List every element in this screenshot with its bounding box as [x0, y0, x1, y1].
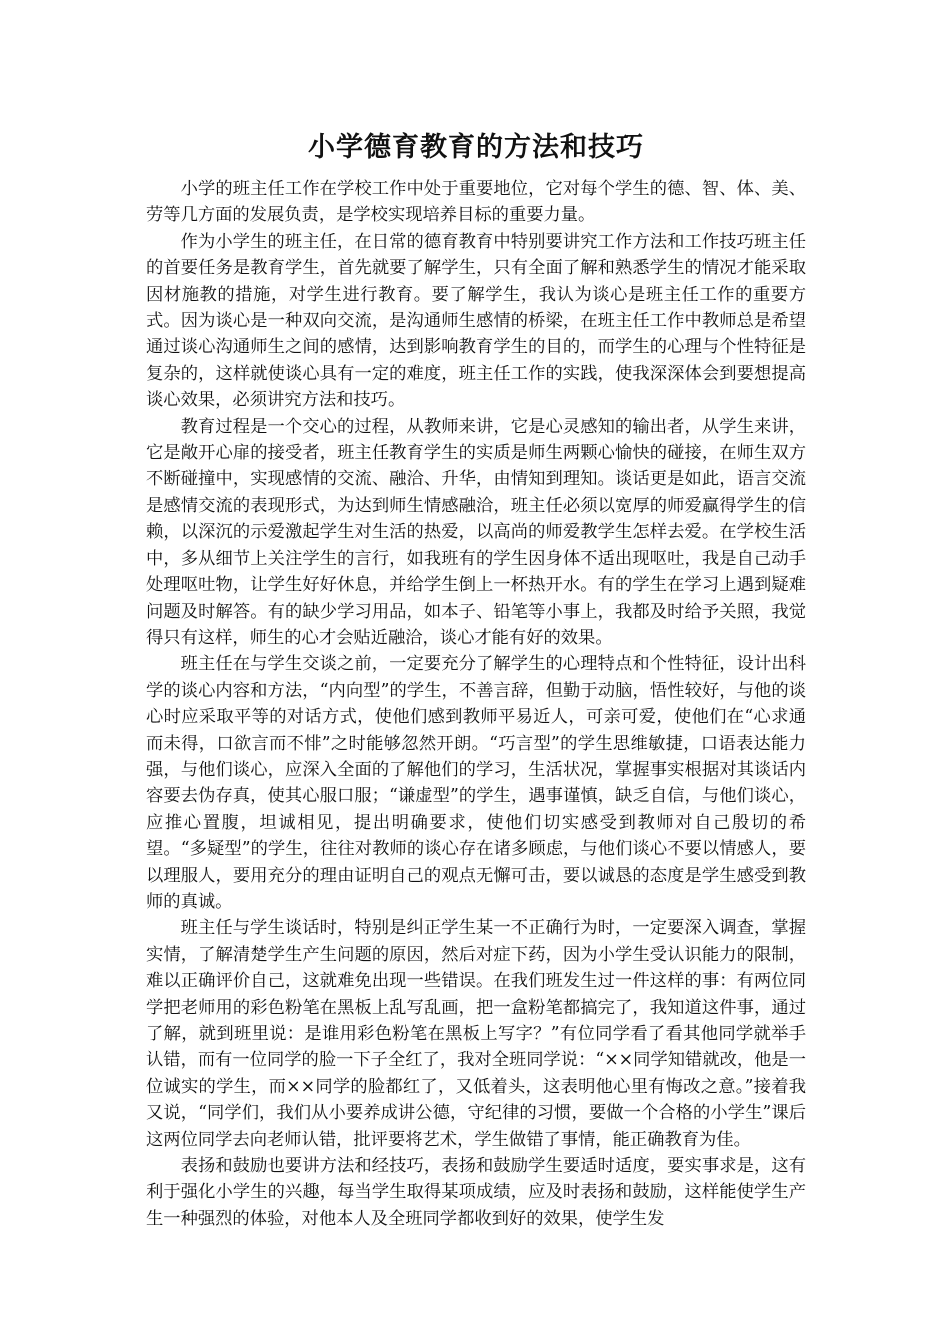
paragraph-correction: 班主任与学生谈话时，特别是纠正学生某一不正确行为时，一定要深入调查，掌握实情，了解清楚学生产生问题的原因，然后对症下药，因为小学生受认识能力的限制，难以正确评价自己，这就难免出现一些错误。在我们班发生过一件这样的事：有两位同学把老师用的彩色粉笔在黑板上乱写乱画，把一盒粉笔都搞完了，我知道这件事，通过了解，就到班里说：是谁用彩色粉笔在黑板上写字？”有位同学看了看其他同学就举手认错，而有一位同学的脸一下子全红了，我对全班同学说：“××同学知错就改，他是一位诚实的学生，而××同学的脸都红了，又低着头，这表明他心里有悔改之意。”接着我又说，“同学们，我们从小要养成讲公德，守纪律的习惯，要做一个合格的小学生”课后这两位同学去向老师认错，批评要将艺术，学生做错了事情，能正确教育为佳。: [146, 918, 806, 1150]
paragraph-intro: 小学的班主任工作在学校工作中处于重要地位，它对每个学生的德、智、体、美、劳等几方面的发展负责，是学校实现培养目标的重要力量。: [146, 179, 806, 226]
document-title: 小学德育教育的方法和技巧: [308, 132, 644, 163]
paragraph-praise: 表扬和鼓励也要讲方法和经技巧，表扬和鼓励学生要适时适度，要实事求是，这有利于强化小学生的兴趣，每当学生取得某项成绩，应及时表扬和鼓励，这样能使学生产生一种强烈的体验，对他本人及全班同学都收到好的效果，使学生发: [146, 1156, 806, 1229]
paragraph-student-types: 班主任在与学生交谈之前，一定要充分了解学生的心理特点和个性特征，设计出科学的谈心内容和方法，“内向型”的学生，不善言辞，但勤于动脑，悟性较好，与他的谈心时应采取平等的对话方式，使他们感到教师平易近人，可亲可爱，使他们在“心求通而未得，口欲言而不悱”之时能够忽然开朗。“巧言型”的学生思维敏捷，口语表达能力强，与他们谈心，应深入全面的了解他们的学习，生活状况，掌握事实根据对其谈话内容要去伪存真，使其心服口服；“谦虚型”的学生，遇事谨慎，缺乏自信，与他们谈心，应推心置腹，坦诚相见，提出明确要求，使他们切实感受到教师对自己殷切的希望。“多疑型”的学生，往往对教师的谈心存在诸多顾虑，与他们谈心不要以情感人，要以理服人，要用充分的理由证明自己的观点无懈可击，要以诚恳的态度是学生感受到教师的真诚。: [146, 654, 806, 912]
paragraph-process: 教育过程是一个交心的过程，从教师来讲，它是心灵感知的输出者，从学生来讲，它是敞开心扉的接受者，班主任教育学生的实质是师生两颗心愉快的碰接，在师生双方不断碰撞中，实现感情的交流、融洽、升华，由情知到理知。谈话更是如此，语言交流是感情交流的表现形式，为达到师生情感融洽，班主任必须以宽厚的师爱赢得学生的信赖，以深沉的示爱激起学生对生活的热爱，以高尚的师爱教学生怎样去爱。在学校生活中，多从细节上关注学生的言行，如我班有的学生因身体不适出现呕吐，我是自己动手处理呕吐物，让学生好好休息，并给学生倒上一杯热开水。有的学生在学习上遇到疑难问题及时解答。有的缺少学习用品，如本子、铅笔等小事上，我都及时给予关照，我觉得只有这样，师生的心才会贴近融洽，谈心才能有好的效果。: [146, 416, 806, 648]
paragraph-method: 作为小学生的班主任，在日常的德育教育中特别要讲究工作方法和工作技巧班主任的首要任务是教育学生，首先就要了解学生，只有全面了解和熟悉学生的情况才能采取因材施教的措施，对学生进行教育。要了解学生，我认为谈心是班主任工作的重要方式。因为谈心是一种双向交流，是沟通师生感情的桥梁，在班主任工作中教师总是希望通过谈心沟通师生之间的感情，达到影响教育学生的目的，而学生的心理与个性特征是复杂的，这样就使谈心具有一定的难度，班主任工作的实践，使我深深体会到要想提高谈心效果，必须讲究方法和技巧。: [146, 231, 806, 411]
document-page: [146, 128, 806, 1232]
